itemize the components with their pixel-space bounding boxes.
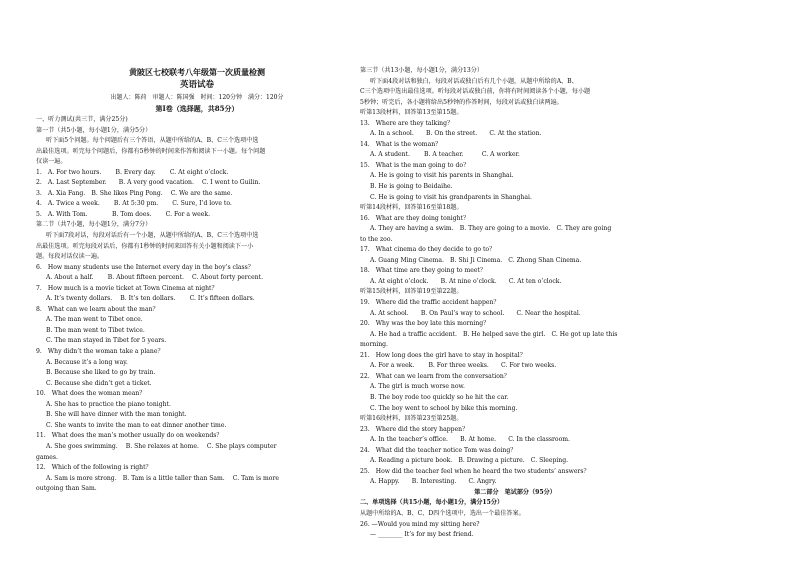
left-line-7: 出最佳选项。听完每个问题后，你都有5秒钟的时间来作答和阅读下一小题。每个问题 xyxy=(36,147,266,155)
left-line-0: 黄陂区七校联考八年级第一次质量检测 xyxy=(129,67,265,77)
right-line-0: 第三节（共13小题，每小题1分，满分13分） xyxy=(360,67,483,74)
right-line-26: morning. xyxy=(360,341,388,349)
right-line-41: 二、单项选择（共15小题，每小题1分，满分15分） xyxy=(360,499,504,507)
right-line-2: C三个选项中选出最佳选项。听每段对话或独白前，你将有时间阅读各个小题，每小题 xyxy=(360,88,591,96)
right-line-31: B. The boy rode too quickly so he hit the car. xyxy=(370,393,509,401)
left-line-24: B. The man went to Tibet twice. xyxy=(46,326,145,334)
left-line-36: games. xyxy=(36,453,58,461)
right-line-44: — ________ It’s for my best friend. xyxy=(370,531,474,539)
left-line-14: 第二节（共7小题，每小题1分，满分7分） xyxy=(36,221,152,229)
left-line-39: outgoing than Sam. xyxy=(36,485,97,493)
right-line-13: 听第14段材料，回答第16至第18题。 xyxy=(360,204,463,212)
right-line-17: 17. What cinema do they decide to go to？ xyxy=(360,246,496,254)
right-line-3: 5秒钟；听完后，各小题将给出5秒钟的作答时间，每段对话或独白读两遍。 xyxy=(360,98,563,106)
right-line-29: 22. What can we learn from the conversation？ xyxy=(360,372,510,380)
left-line-4: 一、听力测试(共三节，满分25分) xyxy=(36,116,128,123)
right-line-42: 从题中所给的A、B、C、D四个选项中，选出一个最佳答案。 xyxy=(360,509,525,517)
right-line-35: A. In the teacher’s office. B. At home. C. In the classroom. xyxy=(370,436,570,444)
left-line-13: 5. A. With Tom. B. Tom does. C. For a week. xyxy=(36,210,211,218)
left-line-28: B. Because she liked to go by train. xyxy=(46,369,156,377)
right-line-37: A. Reading a picture book. B. Drawing a picture. C. Sleeping. xyxy=(370,457,569,465)
left-line-22: 8. What can we learn about the man？ xyxy=(36,305,159,313)
right-line-21: 听第15段材料，回答第19至第22题。 xyxy=(360,288,463,296)
left-line-18: 6. How many students use the Internet every day in the boy’s class？ xyxy=(36,263,254,271)
right-line-34: 23. Where did the story happen？ xyxy=(360,425,469,433)
right-line-28: A. For a week. B. For three weeks. C. For two weeks. xyxy=(370,362,557,370)
left-line-3: 第Ⅰ卷（选择题，共85分） xyxy=(155,104,239,113)
right-line-33: 听第16段材料，回答第23至第25题。 xyxy=(360,415,463,423)
left-line-19: A. About a half. B. About fifteen percent. C. About forty percent. xyxy=(46,274,264,282)
left-line-10: 2. A. Last September. B. A very good vacation. C. I went to Guilin. xyxy=(36,179,261,187)
right-line-22: 19. Where did the traffic accident happen？ xyxy=(360,299,500,307)
right-line-32: C. The boy went to school by bike this morning. xyxy=(370,404,518,412)
right-line-5: 13. Where are they talking？ xyxy=(360,119,454,127)
left-line-17: 题。每段对话仅读一遍。 xyxy=(36,253,104,261)
right-line-39: A. Happy. B. Interesting. C. Angry. xyxy=(370,478,497,486)
left-column xyxy=(36,66,358,495)
right-line-1: 听下面4段对话和独白，每段对话或独白后有几个小题，从题中所给的A、B、 xyxy=(370,77,578,85)
left-line-15: 听下面7段对话，每段对话后有一个小题，从题中所给的A、B、C三个选项中选 xyxy=(46,232,259,240)
left-line-31: A. She has to practice the piano tonight. xyxy=(46,400,171,408)
right-line-19: 18. What time are they going to meet？ xyxy=(360,267,487,275)
right-line-10: A. He is going to visit his parents in Shanghai. xyxy=(370,172,514,180)
left-line-26: 9. Why didn’t the woman take a plane？ xyxy=(36,348,164,356)
left-line-5: 第一节（共5小题，每小题1分，满分5分） xyxy=(36,126,152,134)
right-line-8: A. A student. B. A teacher. C. A worker. xyxy=(370,151,520,159)
left-line-32: B. She will have dinner with the man tonight. xyxy=(46,411,187,419)
right-line-30: A. The girl is much worse now. xyxy=(370,383,465,391)
left-line-27: A. Because it’s a long way. xyxy=(46,358,128,366)
right-line-6: A. In a school. B. On the street. C. At the station. xyxy=(370,130,542,138)
right-line-20: A. At eight o’clock. B. At nine o’clock. C. At ten o’clock. xyxy=(370,277,562,285)
left-line-33: C. She wants to invite the man to eat dinner another time. xyxy=(46,421,227,429)
left-line-37: 12. Which of the following is right？ xyxy=(36,464,152,472)
left-line-9: 1. A. For two hours. B. Every day. C. At eight o’clock. xyxy=(36,168,229,176)
left-line-34: 11. What does the man’s mother usually do on weekends？ xyxy=(36,432,223,440)
right-line-36: 24. What did the teacher notice Tom was doing？ xyxy=(360,446,517,454)
left-line-25: C. The man stayed in Tibet for 5 years. xyxy=(46,337,167,345)
left-line-35: A. She goes swimming. B. She relaxes at home. C. She plays computer xyxy=(46,442,277,450)
right-line-15: A. They are having a swim. B. They are going to a movie. C. They are going xyxy=(370,225,612,233)
right-line-18: A. Guang Ming Cinema. B. Shi Ji Cinema. C. Zhong Shan Cinema. xyxy=(370,256,582,264)
left-line-8: 仅读一遍。 xyxy=(36,158,67,166)
right-line-14: 16. What are they doing tonight？ xyxy=(360,214,470,222)
left-line-29: C. Because she didn’t get a ticket. xyxy=(46,379,152,387)
left-line-11: 3. A. Xia Fang. B. She likes Ping Pong. C. We are the same. xyxy=(36,189,233,197)
right-line-11: B. He is going to Beidaihe. xyxy=(370,183,453,191)
right-line-12: C. He is going to visit his grandparents in Shanghai. xyxy=(370,193,532,201)
right-column xyxy=(360,66,670,541)
left-line-23: A. The man went to Tibet once. xyxy=(46,316,143,324)
left-line-2: 出题人：陈荷 审题人：陈国强 时间：120分钟 满分：120分 xyxy=(110,94,284,101)
left-line-16: 出最佳选项。听完每段对话后，你都有1秒钟的时间来回答有关小题和阅读下一小 xyxy=(36,242,254,250)
right-line-24: 20. Why was the boy late this morning？ xyxy=(360,320,490,328)
right-line-25: A. He had a traffic accident. B. He helped save the girl. C. He got up late this xyxy=(370,330,618,338)
left-line-1: 英语试卷 xyxy=(179,80,214,90)
right-line-16: to the zoo. xyxy=(360,235,393,243)
left-line-38: A. Sam is more strong. B. Tam is a little taller than Sam. C. Tam is more xyxy=(46,474,279,482)
left-line-21: A. It’s twenty dollars. B. It’s ten dollars. C. It’s fifteen dollars. xyxy=(46,295,255,303)
left-line-12: 4. A. Twice a week. B. At 5:30 pm. C. Sure, I’d love to. xyxy=(36,200,232,208)
right-line-4: 听第13段材料，回答第13至第15题。 xyxy=(360,109,463,117)
right-line-43: 26. —Would you mind my sitting here? xyxy=(360,520,480,528)
left-line-30: 10. What does the woman mean？ xyxy=(36,390,146,398)
left-line-20: 7. How much is a movie ticket at Town Cinema at night？ xyxy=(36,284,218,292)
right-line-23: A. At school. B. On Paul’s way to school. C. Near the hospital. xyxy=(370,309,581,317)
right-line-40: 第二部分 笔试部分（95分） xyxy=(474,488,556,496)
right-line-7: 14. What is the woman？ xyxy=(360,140,442,148)
left-line-6: 听下面5个问题。每个问题后有三个答语，从题中所给的A、B、C三个选项中选 xyxy=(46,137,259,145)
right-line-38: 25. How did the teacher feel when he heard the two students’ answers？ xyxy=(360,467,590,475)
right-line-27: 21. How long does the girl have to stay in hospital？ xyxy=(360,351,526,359)
right-line-9: 15. What is the man going to do？ xyxy=(360,161,470,169)
